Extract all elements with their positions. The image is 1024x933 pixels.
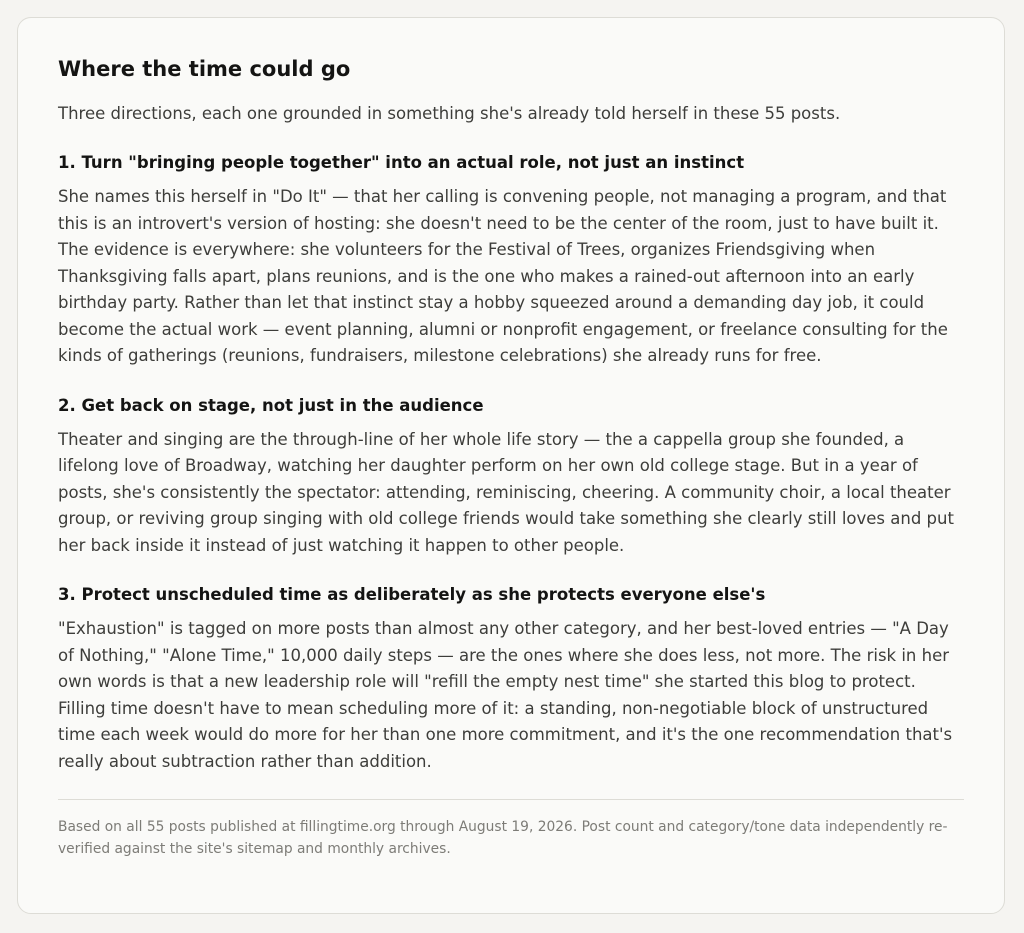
section-3	[58, 583, 964, 775]
card-title: Where the time could go	[58, 57, 351, 81]
section-2	[58, 394, 964, 560]
section-2-heading: 2. Get back on stage, not just in the audience	[58, 395, 484, 415]
section-1-heading: 1. Turn "bringing people together" into an actual role, not just an instinct	[58, 153, 745, 172]
intro-text: Three directions, each one grounded in something she's already told herself in these 55 posts.	[58, 104, 841, 123]
recommendations-card	[17, 17, 1005, 914]
section-2-body: Theater and singing are the through-line of her whole life story — the a cappella group she founded, a lifelong love of Broadway, watching her daughter perform on her own old college stage. But in a year of posts, she's consistently the spectator: attending, reminiscing, cheering. A community choir, a local theater group, or reviving group singing with old college friends would take something she clearly still loves and put her back inside it instead of just watching it happen to other people.	[58, 429, 954, 555]
section-1	[58, 151, 964, 370]
section-3-heading: 3. Protect unscheduled time as deliberately as she protects everyone else's	[58, 585, 766, 604]
footnote: Based on all 55 posts published at fillingtime.org through August 19, 2026. Post count and category/tone data independently re-verified against the site's sitemap and monthly archives.	[58, 819, 948, 857]
section-1-body: She names this herself in "Do It" — that her calling is convening people, not managing a program, and that this is an introvert's version of hosting: she doesn't need to be the center of the room, just to have built it. The evidence is everywhere: she volunteers for the Festival of Trees, organizes Friendsgiving when Thanksgiving falls apart, plans reunions, and is the one who makes a rained-out afternoon into an early birthday party. Rather than let that instinct stay a hobby squeezed around a demanding day job, it could become the actual work — event planning, alumni or nonprofit engagement, or freelance consulting for the kinds of gatherings (reunions, fundraisers, milestone celebrations) she already runs for free.	[58, 187, 948, 365]
section-3-body: "Exhaustion" is tagged on more posts than almost any other category, and her best-loved entries — "A Day of Nothing," "Alone Time," 10,000 daily steps — are the ones where she does less, not more. The risk in her own words is that a new leadership role will "refill the empty nest time" she started this blog to protect. Filling time doesn't have to mean scheduling more of it: a standing, non-negotiable block of unstructured time each week would do more for her than one more commitment, and it's the one recommendation that's really about subtraction rather than addition.	[58, 619, 953, 771]
divider	[58, 799, 964, 800]
